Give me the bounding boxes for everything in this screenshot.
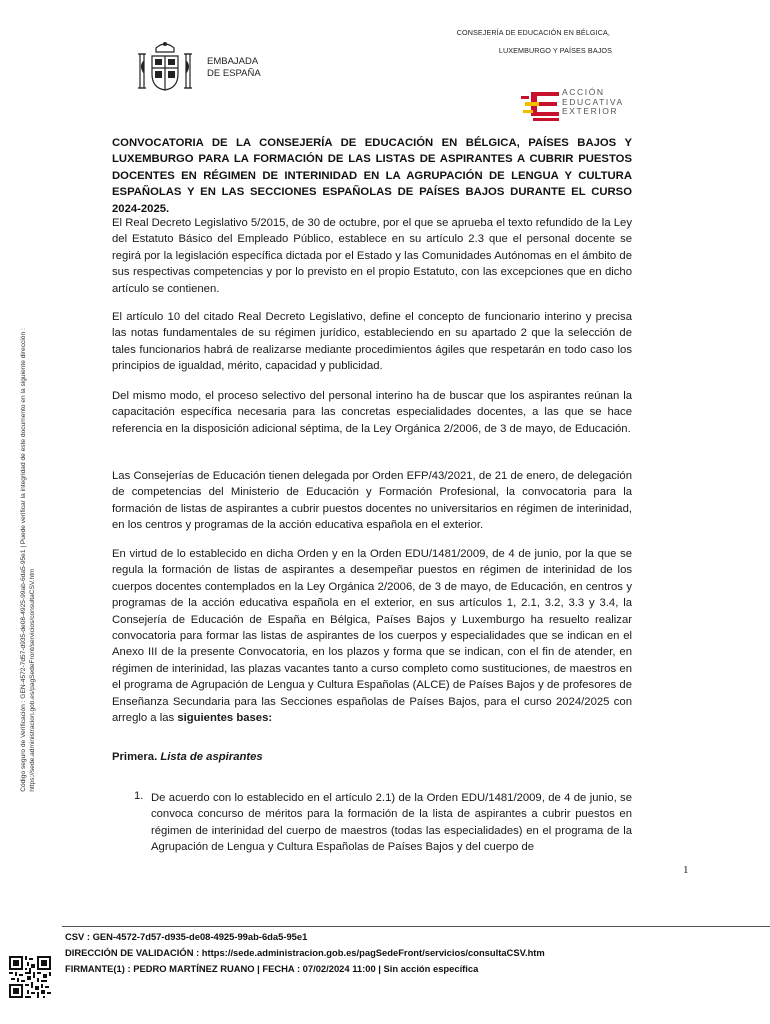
paragraph-2: El artículo 10 del citado Real Decreto Legislativo, define el concepto de funcionario interino y precisa las notas fundamentales de su régimen jurídico, estableciendo en su apartado 2 que la selección de tales funcionarios habrá de realizarse mediante procedimientos ágiles que respetarán en todo caso los principios de igualdad, mérito, capacidad y publicidad. xyxy=(112,311,632,373)
paragraph-5-text: En virtud de lo establecido en dicha Orden y en la Orden EDU/1481/2009, de 4 de junio, por la que se regula la formación de listas de aspirantes a desempeñar puestos en régimen de interinidad de los cuerpos docentes contemplados en la Ley Orgánica 2/2006, de 3 de mayo, de Educación, en centros y programas de la acción educativa española en el exterior, en sus artículos 1, 2.1, 3.2, 3.3 y 3.4, la Consejería de Educación de España en Bélgica, Países Bajos y Luxemburgo ha resuelto realizar convocatoria para formar las listas de aspirantes de los cuerpos y especialidades que se indican en el Anexo III de la presente Convocatoria, en los plazos y forma que se indican, con el fin de atender, en régimen de interinidad, las plazas vacantes tanto a curso completo como sustituciones, de maestros en el programa de Agrupación de Lengua y Cultura Españolas (ALCE) de Países Bajos y de profesores de Enseñanza Secundaria para las Secciones españolas de Países Bajos, para el curso 2024/2025 con arreglo a las xyxy=(112,548,632,725)
consejeria-header-line2: LUXEMBURGO Y PAÍSES BAJOS xyxy=(498,46,612,55)
footer-csv: CSV : GEN-4572-7d57-d935-de08-4925-99ab-6da5-95e1 xyxy=(65,931,308,942)
aee-logo-line1: ACCIÓN xyxy=(562,87,605,97)
qr-code-icon xyxy=(9,956,51,998)
footer-signer: FIRMANTE(1) : PEDRO MARTÍNEZ RUANO | FECHA : 07/02/2024 11:00 | Sin acción específica xyxy=(65,963,479,974)
embajada-line1: EMBAJADA xyxy=(207,56,259,67)
list-item-text: De acuerdo con lo establecido en el artículo 2.1) de la Orden EDU/1481/2009, de 4 de junio, se convoca concurso de méritos para la formación de la lista de aspirantes a cubrir puestos en régimen de interinidad del cuerpo de maestros (todas las especialidades) en el programa de la Agrupación de Lengua y Cultura Españolas de Países Bajos y del cuerpo de xyxy=(151,792,632,854)
aee-logo-line3: EXTERIOR xyxy=(562,106,619,117)
footer-validation-url: DIRECCIÓN DE VALIDACIÓN : https://sede.administracion.gob.es/pagSedeFront/servicios/consultaCSV.htm xyxy=(65,947,545,958)
aee-logo-line2: EDUCATIVA xyxy=(562,96,624,107)
section-heading xyxy=(112,751,263,763)
section-title: Lista de aspirantes xyxy=(160,751,263,763)
section-label: Primera. xyxy=(112,751,158,763)
paragraph-4: Las Consejerías de Educación tienen delegada por Orden EFP/43/2021, de 21 de enero, de delegación de competencias del Ministerio de Educación y Formación Profesional, la convocatoria para la formación de listas de aspirantes a cubrir puestos docentes no universitarios en régimen de interinidad, en los centros y programas de la acción educativa española en el exterior. xyxy=(112,470,632,532)
side-note-line2: https://sede.administracion.gob.es/pagSedeFront/servicios/consultaCSV.htm xyxy=(29,568,36,792)
paragraph-5 xyxy=(112,546,632,726)
embajada-label xyxy=(207,56,261,80)
consejeria-header-line1: CONSEJERÍA DE EDUCACIÓN EN BÉLGICA, xyxy=(456,28,610,37)
list-item-number: 1. xyxy=(134,790,144,802)
page-number: 1 xyxy=(683,864,689,876)
paragraph-5-bold: siguientes bases: xyxy=(177,712,273,725)
aee-logo-text xyxy=(562,88,624,117)
paragraph-1: El Real Decreto Legislativo 5/2015, de 30 de octubre, por el que se aprueba el texto refundido de la Ley del Estatuto Básico del Empleado Público, establece en su artículo 2.3 que el personal docente se regirá por la legislación específica dictada por el Estado y las Comunidades Autónomas en el ámbito de sus respectivas competencias y por lo previsto en el propio Estatuto, con las excepciones que en dicho artículo se contienen. xyxy=(112,217,632,295)
embajada-line2: DE ESPAÑA xyxy=(207,68,261,79)
document-title: CONVOCATORIA DE LA CONSEJERÍA DE EDUCACIÓN EN BÉLGICA, PAÍSES BAJOS Y LUXEMBURGO PARA LA FORMACIÓN DE LAS LISTAS DE ASPIRANTES A CUBRIR PUESTOS DOCENTES EN RÉGIMEN DE INTERINIDAD EN LA AGRUPACIÓN DE LENGUA Y CULTURA ESPAÑOLAS Y EN LAS SECCIONES ESPAÑOLAS DE PAÍSES BAJOS DURANTE EL CURSO 2024-2025. xyxy=(112,137,632,215)
side-note-line1: Código seguro de Verificación : GEN-4572-7d57-d935-de08-4925-99ab-6da5-95e1 | Puede verificar la integridad de este documento en la siguiente dirección : xyxy=(20,328,27,792)
paragraph-3: Del mismo modo, el proceso selectivo del personal interino ha de buscar que los aspirantes reúnan la capacitación específica necesaria para las concretas especialidades docentes, a las que se hace referencia en la disposición adicional séptima, de la Ley Orgánica 2/2006, de 3 de mayo, de Educación. xyxy=(112,390,632,435)
spain-coat-of-arms-icon xyxy=(134,38,196,100)
footer-divider xyxy=(62,926,770,927)
